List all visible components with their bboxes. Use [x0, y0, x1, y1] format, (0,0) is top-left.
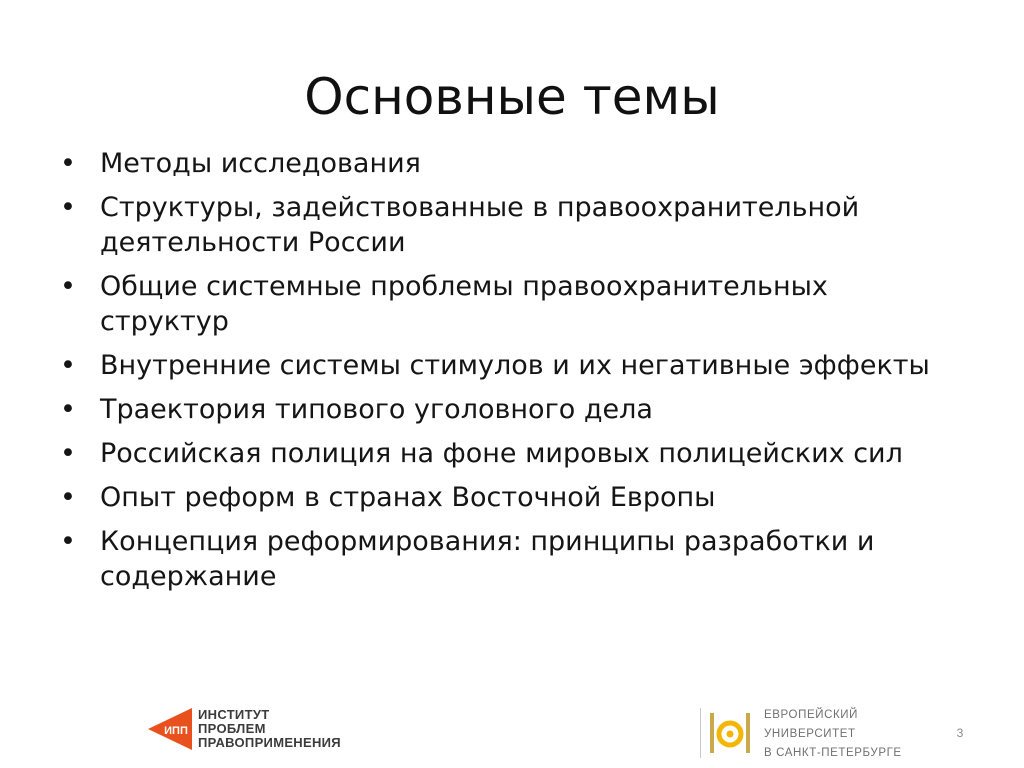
bullet-line: Концепция реформирования: принципы разработки и — [100, 526, 875, 557]
bullet-item — [58, 392, 988, 427]
bullet-dot-icon: • — [60, 350, 76, 381]
bullet-line: Методы исследования — [100, 148, 421, 179]
ipp-logo-line: ИНСТИТУТ — [198, 707, 270, 722]
bullet-dot-icon: • — [60, 526, 76, 557]
bullet-line: содержание — [100, 561, 277, 592]
bullet-dot-icon: • — [60, 148, 76, 179]
page-number: 3 — [956, 726, 964, 740]
bullet-line: деятельности России — [100, 227, 406, 258]
bullet-line: Структуры, задействованные в правоохранительной — [100, 192, 860, 223]
bullet-line: Общие системные проблемы правоохранительных — [100, 271, 828, 302]
eu-spb-logo — [700, 700, 910, 760]
bullet-line: Внутренние системы стимулов и их негативные эффекты — [100, 350, 930, 381]
bullet-item — [58, 348, 988, 383]
bullet-dot-icon: • — [60, 482, 76, 513]
bullet-line: Опыт реформ в странах Восточной Европы — [100, 482, 716, 513]
bullet-line: Траектория типового уголовного дела — [100, 394, 653, 425]
slide-title: Основные темы — [304, 68, 720, 126]
bullet-dot-icon: • — [60, 438, 76, 469]
ipp-logo-line: ПРОБЛЕМ — [198, 721, 266, 736]
bullet-line: структур — [100, 306, 229, 337]
eu-logo-line: УНИВЕРСИТЕТ — [764, 728, 856, 740]
bullet-item — [58, 436, 988, 471]
eu-spb-logo-icon — [708, 710, 752, 756]
bullet-list — [58, 146, 988, 603]
eu-logo-line: ЕВРОПЕЙСКИЙ — [764, 709, 859, 721]
bullet-item — [58, 480, 988, 515]
ipp-logo-icon — [146, 706, 192, 752]
bullet-dot-icon: • — [60, 271, 76, 302]
ipp-logo — [146, 700, 376, 756]
eu-spb-logo-text — [764, 706, 902, 763]
bullet-item — [58, 146, 988, 181]
logo-divider — [700, 708, 701, 758]
ipp-logo-text — [198, 708, 341, 750]
bullet-item — [58, 524, 988, 594]
eu-logo-line: В САНКТ-ПЕТЕРБУРГЕ — [764, 747, 902, 759]
ipp-logo-line: ПРАВОПРИМЕНЕНИЯ — [198, 735, 341, 750]
ipp-mark-text: ИПП — [164, 725, 188, 737]
bullet-item — [58, 190, 988, 260]
bullet-line: Российская полиция на фоне мировых полицейских сил — [100, 438, 903, 469]
bullet-dot-icon: • — [60, 394, 76, 425]
bullet-item — [58, 269, 988, 339]
bullet-dot-icon: • — [60, 192, 76, 223]
